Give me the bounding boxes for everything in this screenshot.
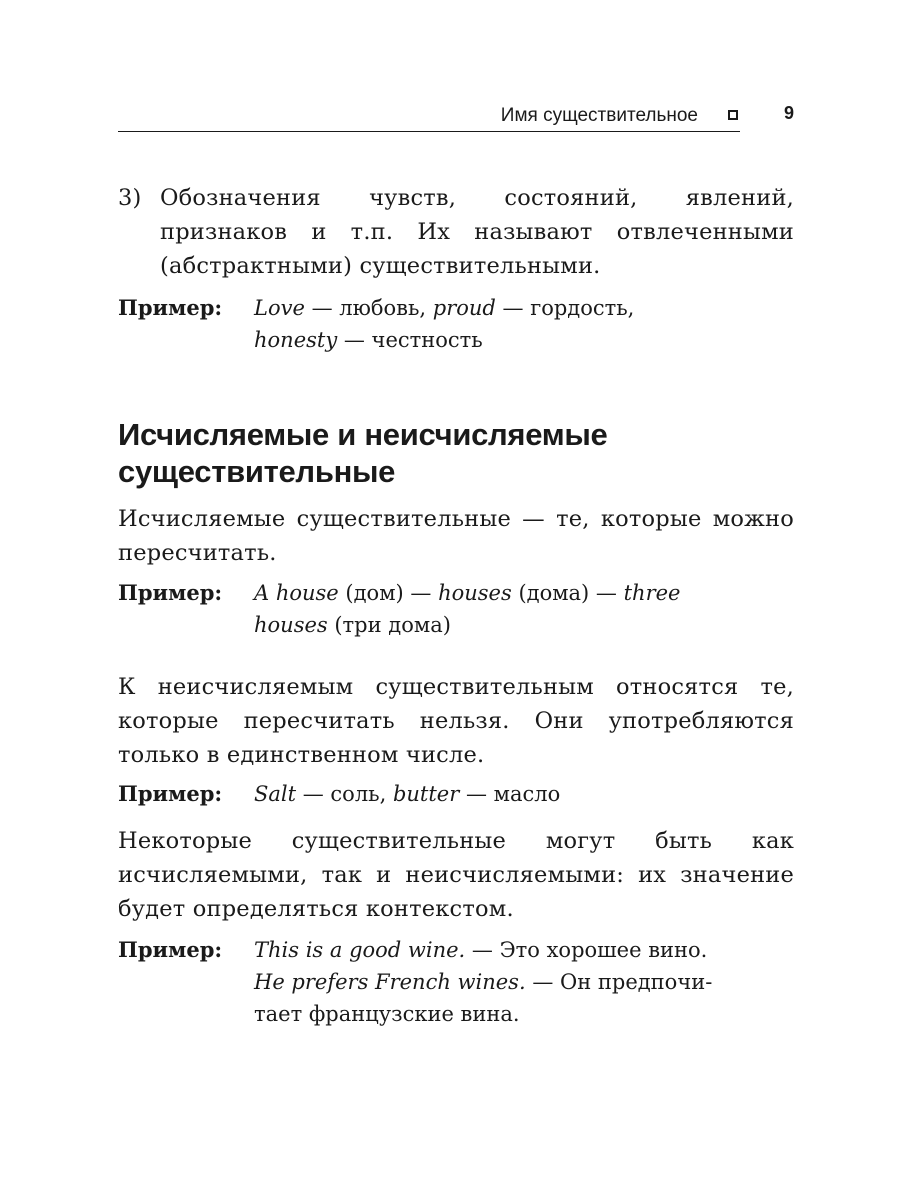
- square-bullet-icon: [728, 110, 738, 120]
- list-number: 3): [118, 185, 142, 211]
- example-translation: — гордость,: [495, 296, 635, 320]
- heading-line-2: существительные: [118, 454, 396, 489]
- example-translation: — соль,: [296, 782, 393, 806]
- example-word: Salt: [254, 782, 297, 806]
- example-word: proud: [432, 296, 496, 320]
- list-item-text: Обозначения чувств, состояний, явлений, признаков и т.п. Их называют отвлеченными (абстрактными) существительными.: [160, 185, 794, 279]
- example-label: Пример:: [118, 295, 223, 320]
- example-translation: — любовь,: [304, 296, 433, 320]
- example-translation: тает французские вина.: [254, 1002, 520, 1026]
- running-head: [118, 102, 794, 136]
- paragraph-uncountable: К неисчисляемым существительным относятся те, которые пересчитать нельзя. Они употребляются только в единственном числе.: [118, 674, 794, 768]
- example-label: Пример:: [118, 937, 223, 962]
- example-word: three: [623, 581, 681, 605]
- list-item-3: [118, 181, 794, 283]
- paragraph-both: Некоторые существительные могут быть как исчисляемыми, так и неисчисляемыми: их значение будет определяться контекстом.: [118, 828, 794, 922]
- example-translation: (дома) —: [511, 581, 624, 605]
- example-word: A house: [254, 581, 339, 605]
- example-uncountable: [118, 778, 794, 810]
- example-translation: (три дома): [327, 613, 451, 637]
- paragraph-countable: Исчисляемые существительные — те, которые можно пересчитать.: [118, 506, 794, 566]
- header-rule: [118, 131, 740, 132]
- example-translation: — масло: [459, 782, 561, 806]
- example-label: Пример:: [118, 781, 223, 806]
- example-body: [254, 934, 794, 1030]
- section-heading: [118, 416, 794, 490]
- example-translation: — Это хорошее вино.: [465, 938, 708, 962]
- example-word: honesty: [254, 328, 338, 352]
- example-word: butter: [392, 782, 460, 806]
- example-context: [118, 934, 794, 1030]
- example-body: [254, 292, 794, 356]
- example-word: houses: [438, 581, 512, 605]
- section-title: Имя существительное: [500, 105, 698, 126]
- example-abstract: [118, 292, 794, 356]
- page-number: 9: [783, 103, 794, 123]
- example-sentence: He prefers French wines.: [254, 970, 526, 994]
- example-label: Пример:: [118, 580, 223, 605]
- example-word: Love: [254, 296, 305, 320]
- example-body: [254, 778, 794, 810]
- example-sentence: This is a good wine.: [254, 938, 466, 962]
- example-translation: (дом) —: [338, 581, 439, 605]
- example-body: [254, 577, 794, 641]
- example-word: houses: [254, 613, 328, 637]
- heading-line-1: Исчисляемые и неисчисляемые: [118, 417, 608, 452]
- example-translation: — честность: [337, 328, 483, 352]
- example-countable: [118, 577, 794, 641]
- example-translation: — Он предпочи-: [525, 970, 713, 994]
